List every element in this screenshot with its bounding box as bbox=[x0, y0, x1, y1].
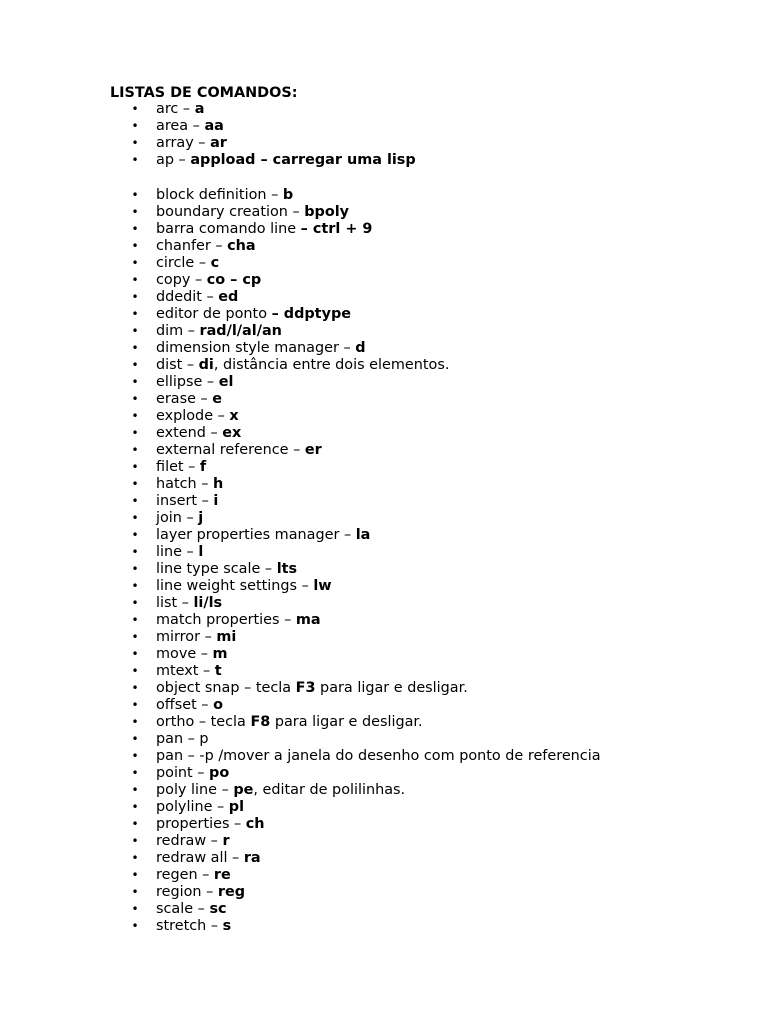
command-description: chanfer – bbox=[156, 237, 228, 254]
command-description: barra comando line bbox=[156, 220, 301, 237]
command-description: dim – bbox=[156, 322, 200, 339]
bullet-icon: • bbox=[131, 884, 139, 899]
command-shortcut: h bbox=[212, 475, 224, 492]
command-description: external reference – bbox=[156, 441, 305, 458]
command-shortcut: F3 bbox=[295, 679, 316, 696]
list-item-text bbox=[156, 510, 203, 527]
command-description: hatch – bbox=[156, 475, 213, 492]
list-item-text bbox=[156, 101, 204, 118]
command-shortcut: ar bbox=[210, 135, 227, 151]
command-shortcut: er bbox=[304, 441, 322, 458]
command-description: ddedit – bbox=[156, 288, 219, 305]
bullet-icon: • bbox=[131, 578, 139, 593]
list-item-text bbox=[156, 323, 282, 340]
bullet-icon: • bbox=[131, 255, 139, 270]
list-item-text bbox=[156, 357, 449, 374]
list-item-text bbox=[156, 493, 218, 510]
bullet-icon: • bbox=[131, 102, 139, 116]
command-shortcut: f bbox=[199, 458, 207, 475]
list-item-text bbox=[156, 306, 351, 323]
bullet-icon: • bbox=[131, 544, 139, 559]
command-description: para ligar e desligar. bbox=[270, 713, 423, 730]
command-description: join – bbox=[156, 509, 199, 526]
command-description: ap – bbox=[156, 152, 191, 168]
command-description: ellipse – bbox=[156, 373, 219, 390]
list-item-text bbox=[156, 629, 236, 646]
command-description: list – bbox=[156, 594, 194, 611]
bullet-icon: • bbox=[131, 510, 139, 525]
command-shortcut: di bbox=[198, 356, 214, 373]
bullet-icon: • bbox=[131, 816, 139, 831]
command-shortcut: bpoly bbox=[304, 203, 350, 220]
list-item-text bbox=[156, 799, 244, 816]
command-description: stretch – bbox=[156, 917, 223, 934]
command-description: , editar de polilinhas. bbox=[253, 781, 406, 798]
command-description: ortho – tecla bbox=[156, 713, 251, 730]
list-item-text bbox=[156, 595, 222, 612]
list-item-text bbox=[156, 544, 203, 561]
list-item-text bbox=[156, 697, 223, 714]
command-shortcut: co – cp bbox=[206, 271, 262, 288]
command-description: editor de ponto bbox=[156, 305, 272, 322]
bullet-icon: • bbox=[131, 187, 139, 202]
command-shortcut: aa bbox=[204, 118, 224, 134]
list-item-text bbox=[156, 612, 321, 629]
list-item-text bbox=[156, 833, 230, 850]
command-description: line type scale – bbox=[156, 560, 277, 577]
command-shortcut: c bbox=[210, 254, 220, 271]
bullet-icon: • bbox=[131, 663, 139, 678]
list-item-text bbox=[156, 408, 239, 425]
bullet-icon: • bbox=[131, 153, 139, 167]
command-shortcut: l bbox=[198, 543, 204, 560]
bullet-icon: • bbox=[131, 595, 139, 610]
command-description: boundary creation – bbox=[156, 203, 305, 220]
bullet-icon: • bbox=[131, 272, 139, 287]
command-description: extend – bbox=[156, 424, 223, 441]
command-shortcut: m bbox=[212, 645, 228, 662]
list-item-text bbox=[156, 152, 416, 169]
bullet-icon: • bbox=[131, 289, 139, 304]
command-shortcut: ed bbox=[218, 288, 239, 305]
command-description: area – bbox=[156, 118, 205, 134]
list-item-text bbox=[156, 901, 227, 918]
bullet-icon: • bbox=[131, 374, 139, 389]
command-description: layer properties manager – bbox=[156, 526, 356, 543]
list-item-text bbox=[156, 442, 322, 459]
command-description: line weight settings – bbox=[156, 577, 314, 594]
bullet-icon: • bbox=[131, 748, 139, 763]
command-description: para ligar e desligar. bbox=[315, 679, 468, 696]
command-description: redraw – bbox=[156, 832, 223, 849]
command-shortcut: j bbox=[198, 509, 204, 526]
list-item-text bbox=[156, 680, 468, 697]
bullet-icon: • bbox=[131, 476, 139, 491]
list-item-text bbox=[156, 714, 423, 731]
command-description: regen – bbox=[156, 866, 214, 883]
command-description: dist – bbox=[156, 356, 199, 373]
bullet-icon: • bbox=[131, 629, 139, 644]
command-description: properties – bbox=[156, 815, 246, 832]
command-description: region – bbox=[156, 883, 218, 900]
command-shortcut: po bbox=[209, 764, 230, 781]
list-item-text bbox=[156, 204, 349, 221]
command-description: pan – -p /mover a janela do desenho com ponto de referencia bbox=[156, 747, 601, 764]
command-shortcut: x bbox=[229, 407, 239, 424]
command-shortcut: s bbox=[222, 917, 232, 934]
list-item-text bbox=[156, 425, 241, 442]
bullet-icon: • bbox=[131, 357, 139, 372]
command-description: circle – bbox=[156, 254, 211, 271]
list-item-text bbox=[156, 850, 261, 867]
command-description: point – bbox=[156, 764, 210, 781]
command-shortcut: re bbox=[213, 866, 231, 883]
command-shortcut: pl bbox=[228, 798, 245, 815]
bullet-icon: • bbox=[131, 408, 139, 423]
command-shortcut: pe bbox=[233, 781, 254, 798]
list-item-text bbox=[156, 476, 223, 493]
bullet-icon: • bbox=[131, 731, 139, 746]
command-shortcut: d bbox=[355, 339, 366, 356]
list-item-text bbox=[156, 340, 366, 357]
list-item-text bbox=[156, 663, 222, 680]
command-description: pan – p bbox=[156, 730, 209, 747]
list-item-text bbox=[156, 646, 228, 663]
command-shortcut: e bbox=[212, 390, 223, 407]
bullet-icon: • bbox=[131, 527, 139, 542]
bullet-icon: • bbox=[131, 391, 139, 406]
command-description: scale – bbox=[156, 900, 210, 917]
bullet-icon: • bbox=[131, 833, 139, 848]
command-shortcut: cha bbox=[227, 237, 256, 254]
bullet-icon: • bbox=[131, 442, 139, 457]
list-item-text bbox=[156, 765, 229, 782]
command-shortcut: ra bbox=[243, 849, 261, 866]
command-shortcut: ma bbox=[295, 611, 321, 628]
list-item-text bbox=[156, 118, 224, 135]
bullet-icon: • bbox=[131, 493, 139, 508]
command-description: , distância entre dois elementos. bbox=[213, 356, 450, 373]
command-description: arc – bbox=[156, 101, 195, 117]
command-shortcut: – ctrl + 9 bbox=[300, 220, 373, 237]
list-item-text bbox=[156, 374, 233, 391]
command-shortcut: o bbox=[213, 696, 223, 713]
command-shortcut: el bbox=[218, 373, 234, 390]
bullet-icon: • bbox=[131, 561, 139, 576]
command-description: polyline – bbox=[156, 798, 229, 815]
command-description: mtext – bbox=[156, 662, 215, 679]
list-item-text bbox=[156, 867, 231, 884]
bullet-icon: • bbox=[131, 323, 139, 338]
command-description: poly line – bbox=[156, 781, 234, 798]
command-description: array – bbox=[156, 135, 211, 151]
bullet-icon: • bbox=[131, 782, 139, 797]
bullet-icon: • bbox=[131, 765, 139, 780]
command-description: filet – bbox=[156, 458, 200, 475]
command-description: redraw all – bbox=[156, 849, 244, 866]
list-item-text bbox=[156, 289, 238, 306]
command-shortcut: a bbox=[194, 101, 205, 117]
command-shortcut: rad/l/al/an bbox=[199, 322, 282, 339]
list-item-text bbox=[156, 221, 372, 238]
list-item-text bbox=[156, 816, 265, 833]
command-shortcut: ch bbox=[245, 815, 265, 832]
bullet-icon: • bbox=[131, 799, 139, 814]
list-item-text bbox=[156, 187, 293, 204]
command-description: dimension style manager – bbox=[156, 339, 356, 356]
command-shortcut: ex bbox=[222, 424, 242, 441]
bullet-icon: • bbox=[131, 646, 139, 661]
bullet-icon: • bbox=[131, 238, 139, 253]
bullet-icon: • bbox=[131, 306, 139, 321]
list-item-text bbox=[156, 255, 219, 272]
bullet-icon: • bbox=[131, 459, 139, 474]
command-description: match properties – bbox=[156, 611, 296, 628]
command-description: line – bbox=[156, 543, 199, 560]
command-description: erase – bbox=[156, 390, 213, 407]
list-item-text bbox=[156, 748, 601, 765]
command-shortcut: lts bbox=[276, 560, 298, 577]
bullet-icon: • bbox=[131, 612, 139, 627]
command-shortcut: lw bbox=[313, 577, 332, 594]
list-item-text bbox=[156, 135, 227, 152]
bullet-icon: • bbox=[131, 204, 139, 219]
list-item-text bbox=[156, 731, 209, 748]
list-item-text bbox=[156, 459, 206, 476]
bullet-icon: • bbox=[131, 714, 139, 729]
list-item-text bbox=[156, 272, 261, 289]
bullet-icon: • bbox=[131, 918, 139, 933]
list-item-text bbox=[156, 884, 245, 901]
command-shortcut: sc bbox=[209, 900, 227, 917]
command-shortcut: mi bbox=[216, 628, 237, 645]
command-description: copy – bbox=[156, 271, 207, 288]
command-shortcut: r bbox=[222, 832, 230, 849]
command-shortcut: appload – carregar uma lisp bbox=[190, 152, 416, 168]
command-description: explode – bbox=[156, 407, 230, 424]
list-item-text bbox=[156, 391, 222, 408]
command-shortcut: F8 bbox=[250, 713, 271, 730]
list-item-text bbox=[156, 527, 370, 544]
bullet-icon: • bbox=[131, 136, 139, 150]
command-description: mirror – bbox=[156, 628, 217, 645]
list-item-text bbox=[156, 561, 297, 578]
command-shortcut: i bbox=[213, 492, 219, 509]
command-description: insert – bbox=[156, 492, 214, 509]
command-shortcut: – ddptype bbox=[271, 305, 352, 322]
bullet-icon: • bbox=[131, 340, 139, 355]
list-item-text bbox=[156, 782, 405, 799]
command-description: move – bbox=[156, 645, 213, 662]
bullet-icon: • bbox=[131, 221, 139, 236]
list-item-text bbox=[156, 578, 332, 595]
list-item-text bbox=[156, 238, 256, 255]
bullet-icon: • bbox=[131, 867, 139, 882]
bullet-icon: • bbox=[131, 119, 139, 133]
command-description: offset – bbox=[156, 696, 214, 713]
command-shortcut: b bbox=[282, 186, 294, 203]
command-description: block definition – bbox=[156, 186, 283, 203]
bullet-icon: • bbox=[131, 680, 139, 695]
command-shortcut: li/ls bbox=[193, 594, 223, 611]
command-description: object snap – tecla bbox=[156, 679, 296, 696]
command-shortcut: la bbox=[355, 526, 371, 543]
command-shortcut: t bbox=[214, 662, 222, 679]
page-title: LISTAS DE COMANDOS: bbox=[110, 85, 298, 101]
command-shortcut: reg bbox=[217, 883, 246, 900]
bullet-icon: • bbox=[131, 850, 139, 865]
list-item-text bbox=[156, 918, 231, 935]
bullet-icon: • bbox=[131, 697, 139, 712]
bullet-icon: • bbox=[131, 901, 139, 916]
bullet-icon: • bbox=[131, 425, 139, 440]
